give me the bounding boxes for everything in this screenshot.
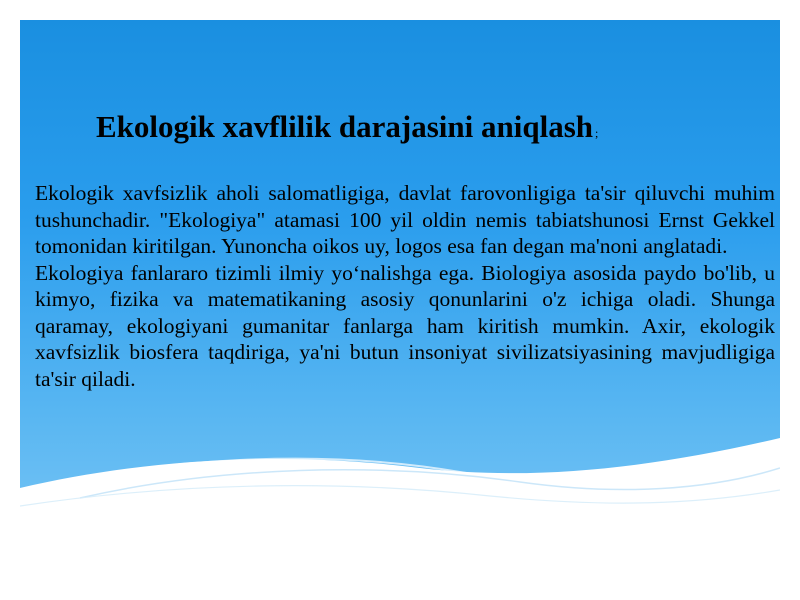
slide-title	[96, 108, 598, 145]
paragraph-1: Ekologik xavfsizlik aholi salomatligiga, davlat farovonligiga ta'sir qiluvchi muhim tushunchadir. "Ekologiya" atamasi 100 yil oldin nemis tabiatshunosi Ernst Gekkel tomonidan kiritilgan. Yunoncha oikos uy, logos esa fan degan ma'noni anglatadi.	[35, 181, 775, 258]
paragraph-2: Ekologiya fanlararo tizimli ilmiy yo‘nalishga ega. Biologiya asosida paydo bo'lib, u kimyo, fizika va matematikaning asosiy qonunlarini o'z ichiga oladi. Shunga qaramay, ekologiyani gumanitar fanlarga ham kiritish mumkin. Axir, ekologik xavfsizlik biosfera taqdiriga, ya'ni butun insoniyat sivilizatsiyasining mavjudligiga ta'sir qiladi.	[35, 260, 775, 391]
slide-body	[35, 180, 775, 392]
slide-title-suffix: ;	[595, 126, 599, 140]
slide-title-text: Ekologik xavflilik darajasini aniqlash	[96, 109, 594, 144]
slide	[20, 20, 780, 580]
